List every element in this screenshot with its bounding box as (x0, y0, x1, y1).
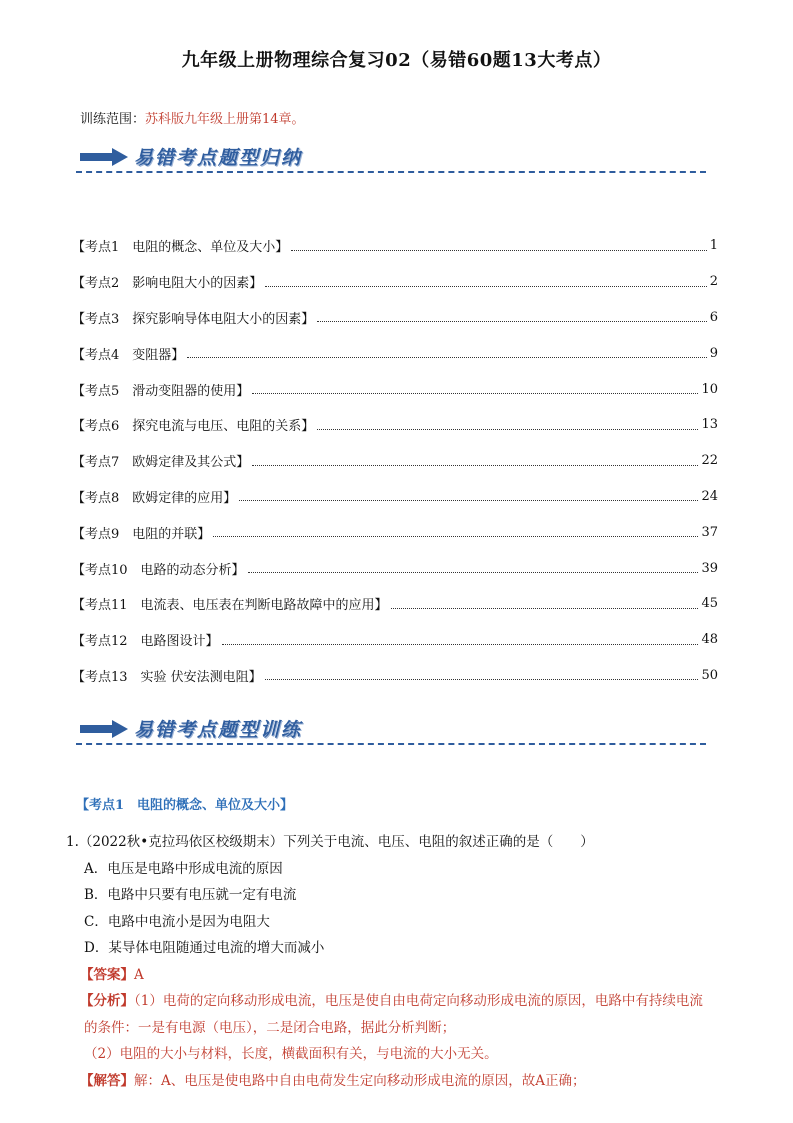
analysis-line-2: 的条件：一是有电源（电压），二是闭合电路，据此分析判断； (84, 1019, 456, 1036)
toc-page-number: 39 (701, 560, 718, 576)
toc-leader-dots (317, 320, 706, 322)
toc-page-number: 9 (709, 345, 718, 361)
toc-item[interactable] (72, 264, 718, 300)
scope-value: 苏科版九年级上册第14章。 (145, 112, 305, 127)
toc-item-label: 【考点8 欧姆定律的应用】 (72, 490, 237, 506)
answer-line (66, 962, 736, 989)
toc-item-label: 【考点1 电阻的概念、单位及大小】 (72, 240, 289, 256)
toc-page-number: 2 (709, 274, 718, 290)
toc-leader-dots (265, 678, 699, 680)
toc-item-label: 【考点3 探究影响导体电阻大小的因素】 (72, 311, 315, 327)
toc-item-label: 【考点9 电阻的并联】 (72, 526, 211, 542)
toc-item[interactable] (72, 622, 718, 658)
option-b: B．电路中只要有电压就一定有电流 (84, 887, 297, 903)
toc-leader-dots (252, 464, 698, 466)
option-c: C．电路中电流小是因为电阻大 (84, 913, 270, 930)
option-d: D．某导体电阻随通过电流的增大而减小 (84, 940, 325, 956)
toc-item[interactable] (72, 335, 718, 371)
toc-item[interactable] (72, 586, 718, 622)
toc-item[interactable] (72, 514, 718, 550)
solution-tag: 【解答】 (80, 1072, 134, 1089)
banner-divider (76, 743, 706, 745)
toc-leader-dots (187, 356, 706, 358)
banner-training (76, 714, 706, 748)
toc-page-number: 45 (701, 596, 718, 612)
toc-item-label: 【考点11 电流表、电压表在判断电路故障中的应用】 (72, 598, 388, 614)
toc-item[interactable] (72, 658, 718, 694)
training-scope (80, 108, 305, 127)
banner-divider (76, 171, 706, 173)
analysis-tag: 【分析】 (80, 993, 134, 1009)
answer-value: A (134, 966, 144, 983)
arrow-icon (80, 148, 128, 166)
toc-page-number: 1 (709, 238, 718, 254)
toc-page-number: 10 (701, 381, 718, 397)
toc-leader-dots (222, 643, 699, 645)
banner-training-text: 易错考点题型训练 (134, 719, 303, 741)
toc-item-label: 【考点6 探究电流与电压、电阻的关系】 (72, 419, 315, 435)
toc-leader-dots (391, 607, 699, 609)
toc-item-label: 【考点4 变阻器】 (72, 347, 185, 363)
question-1 (66, 829, 736, 1094)
toc-leader-dots (213, 535, 698, 537)
banner-summary (76, 142, 706, 176)
toc-item[interactable] (72, 228, 718, 264)
toc-leader-dots (265, 285, 706, 287)
toc-item[interactable] (72, 300, 718, 336)
toc-page-number: 48 (701, 632, 718, 648)
toc-page-number: 22 (701, 453, 718, 469)
option-a: A．电压是电路中形成电流的原因 (84, 860, 283, 877)
toc-leader-dots (239, 499, 698, 501)
solution-line-1 (66, 1068, 736, 1095)
toc-leader-dots (291, 249, 706, 251)
banner-summary-text: 易错考点题型归纳 (134, 147, 303, 169)
toc-page-number: 24 (701, 488, 718, 504)
toc-item[interactable] (72, 550, 718, 586)
toc-item-label: 【考点5 滑动变阻器的使用】 (72, 383, 250, 399)
toc-item[interactable] (72, 407, 718, 443)
answer-tag: 【答案】 (80, 966, 134, 983)
analysis-line-3: （2）电阻的大小与材料，长度，横截面积有关，与电流的大小无关。 (84, 1046, 498, 1062)
toc-page-number: 13 (701, 417, 718, 433)
toc-item-label: 【考点2 影响电阻大小的因素】 (72, 276, 263, 292)
scope-label: 训练范围： (80, 112, 146, 127)
solution-text-1: 解：A、电压是使电路中自由电荷发生定向移动形成电流的原因，故A正确； (134, 1072, 586, 1089)
toc-item-label: 【考点13 实验 伏安法测电阻】 (72, 669, 262, 685)
toc-page-number: 6 (709, 309, 718, 325)
toc-item[interactable] (72, 371, 718, 407)
toc-item-label: 【考点10 电路的动态分析】 (72, 562, 245, 578)
toc-item[interactable] (72, 479, 718, 515)
toc-item-label: 【考点12 电路图设计】 (72, 634, 219, 650)
toc-leader-dots (252, 392, 698, 394)
toc-item-label: 【考点7 欧姆定律及其公式】 (72, 455, 250, 471)
analysis-line-1 (66, 988, 736, 1015)
section-heading: 【考点1 电阻的概念、单位及大小】 (76, 798, 294, 813)
question-stem: 1.（2022秋•克拉玛依区校级期末）下列关于电流、电压、电阻的叙述正确的是（ ） (66, 834, 594, 850)
toc-page-number: 37 (701, 524, 718, 540)
toc-leader-dots (248, 571, 699, 573)
analysis-text-1: （1）电荷的定向移动形成电流，电压是使自由电荷定向移动形成电流的原因，电路中有持续电流 (134, 993, 703, 1009)
table-of-contents (72, 228, 718, 693)
page-title: 九年级上册物理综合复习02（易错60题13大考点） (181, 50, 612, 71)
arrow-icon (80, 720, 128, 738)
toc-leader-dots (317, 428, 698, 430)
toc-item[interactable] (72, 443, 718, 479)
toc-page-number: 50 (701, 667, 718, 683)
